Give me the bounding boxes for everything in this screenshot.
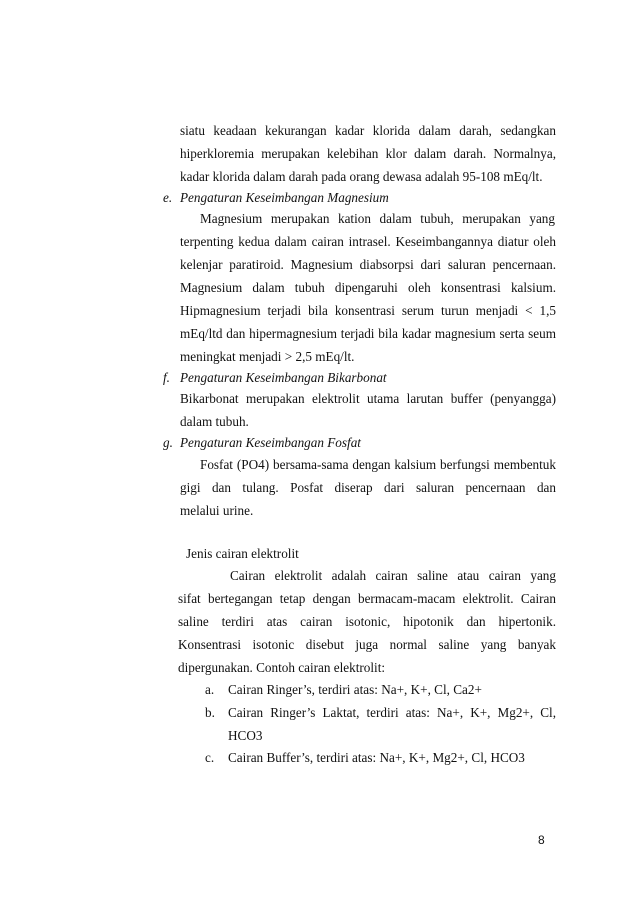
- list-item: Cairan Buffer’s, terdiri atas: Na+, K+, Mg2+, Cl, HCO3: [228, 750, 525, 765]
- body-text-line: hiperkloremia merupakan kelebihan klor dalam darah. Normalnya,: [180, 146, 556, 161]
- list-item-continuation: HCO3: [228, 728, 263, 743]
- body-text-line: Fosfat (PO4) bersama-sama dengan kalsium berfungsi membentuk: [200, 457, 556, 472]
- section-g-marker: g.: [163, 435, 173, 450]
- body-text-line: meningkat menjadi > 2,5 mEq/lt.: [180, 349, 355, 364]
- body-text-line: dalam tubuh.: [180, 414, 249, 429]
- body-text-line: kadar klorida dalam darah pada orang dewasa adalah 95-108 mEq/lt.: [180, 169, 543, 184]
- body-text-line: Konsentrasi isotonic disebut juga normal saline yang banyak: [178, 637, 556, 652]
- body-text-line: Magnesium dalam tubuh dipengaruhi oleh konsentrasi kalsium.: [180, 280, 556, 295]
- body-text-line: melalui urine.: [180, 503, 254, 518]
- body-text-line: Magnesium merupakan kation dalam tubuh, merupakan yang: [200, 211, 555, 226]
- page-number: 8: [538, 833, 545, 847]
- section-f-marker: f.: [163, 370, 170, 385]
- body-text-line: Cairan elektrolit adalah cairan saline atau cairan yang: [230, 568, 556, 583]
- body-text-line: gigi dan tulang. Posfat diserap dari saluran pencernaan dan: [180, 480, 556, 495]
- list-item-marker: c.: [205, 750, 215, 765]
- list-item: Cairan Ringer’s Laktat, terdiri atas: Na+, K+, Mg2+, Cl,: [228, 705, 556, 720]
- body-text-line: Hipmagnesium terjadi bila konsentrasi serum turun menjadi < 1,5: [180, 303, 556, 318]
- body-text-line: saline terdiri atas cairan isotonic, hipotonik dan hipertonik.: [178, 614, 556, 629]
- section-f-title: Pengaturan Keseimbangan Bikarbonat: [180, 370, 387, 385]
- section-g-title: Pengaturan Keseimbangan Fosfat: [180, 435, 361, 450]
- body-text-line: siatu keadaan kekurangan kadar klorida dalam darah, sedangkan: [180, 123, 556, 138]
- body-text-line: Bikarbonat merupakan elektrolit utama larutan buffer (penyangga): [180, 391, 556, 406]
- body-text-line: sifat bertegangan tetap dengan bermacam-macam elektrolit. Cairan: [178, 591, 556, 606]
- list-item-marker: a.: [205, 682, 215, 697]
- body-text-line: mEq/ltd dan hipermagnesium terjadi bila kadar magnesium serta seum: [180, 326, 556, 341]
- body-text-line: kelenjar paratiroid. Magnesium diabsorpsi dari saluran pencernaan.: [180, 257, 556, 272]
- body-text-line: dipergunakan. Contoh cairan elektrolit:: [178, 660, 386, 675]
- list-item-marker: b.: [205, 705, 215, 720]
- section-e-marker: e.: [163, 190, 173, 205]
- body-text-line: terpenting kedua dalam cairan intrasel. Keseimbangannya diatur oleh: [180, 234, 556, 249]
- list-item: Cairan Ringer’s, terdiri atas: Na+, K+, Cl, Ca2+: [228, 682, 482, 697]
- electrolyte-title: Jenis cairan elektrolit: [186, 546, 299, 561]
- section-e-title: Pengaturan Keseimbangan Magnesium: [180, 190, 389, 205]
